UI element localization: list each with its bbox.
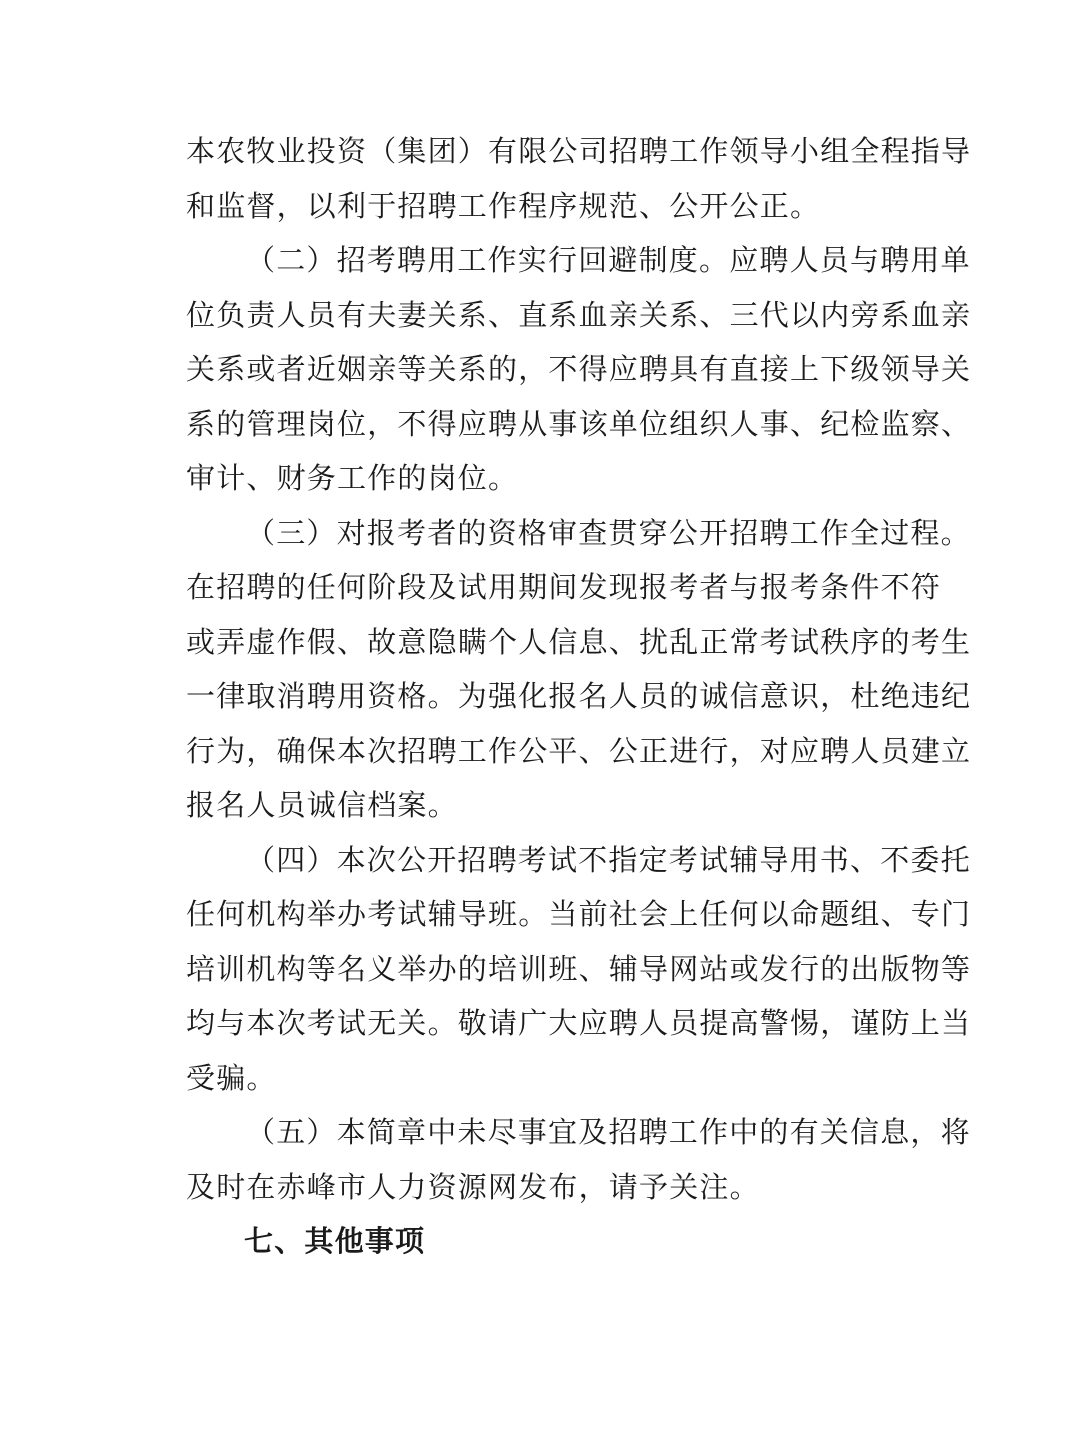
- text-line: 关系或者近姻亲等关系的，不得应聘具有直接上下级领导关: [186, 352, 972, 386]
- paragraph-further-info: [186, 1105, 971, 1214]
- text-line: 在招聘的任何阶段及试用期间发现报考者与报考条件不符: [186, 570, 942, 604]
- text-line: 培训机构等名义举办的培训班、辅导网站或发行的出版物等: [186, 951, 972, 986]
- paragraph-qualification-review: [186, 506, 972, 833]
- text-line: （四）本次公开招聘考试不指定考试辅导用书、不委托: [246, 842, 971, 877]
- text-line: 均与本次考试无关。敬请广大应聘人员提高警惕，谨防上当: [186, 1006, 972, 1040]
- section-heading-other-matters: 七、其他事项: [244, 1224, 426, 1258]
- document-body: [186, 124, 972, 1269]
- text-line: 位负责人员有夫妻关系、直系血亲关系、三代以内旁系血亲: [186, 297, 972, 332]
- text-line: 系的管理岗位，不得应聘从事该单位组织人事、纪检监察、: [186, 406, 972, 441]
- text-line: 行为，确保本次招聘工作公平、公正进行，对应聘人员建立: [186, 733, 972, 768]
- text-line: 及时在赤峰市人力资源网发布，请予关注。: [186, 1169, 760, 1204]
- text-line: 和监督，以利于招聘工作程序规范、公开公正。: [186, 188, 821, 223]
- text-line: （五）本简章中未尽事宜及招聘工作中的有关信息，将: [246, 1115, 971, 1149]
- text-line: 任何机构举办考试辅导班。当前社会上任何以命题组、专门: [186, 897, 972, 931]
- paragraph-no-tutoring-books: [186, 833, 972, 1106]
- text-line: 审计、财务工作的岗位。: [186, 461, 519, 495]
- text-line: 一律取消聘用资格。为强化报名人员的诚信意识，杜绝违纪: [186, 679, 972, 713]
- text-line: 或弄虚作假、故意隐瞒个人信息、扰乱正常考试秩序的考生: [186, 624, 972, 659]
- text-line: （二）招考聘用工作实行回避制度。应聘人员与聘用单: [246, 243, 971, 277]
- paragraph-avoidance-system: [186, 233, 972, 506]
- text-line: 报名人员诚信档案。: [186, 788, 458, 822]
- text-line: （三）对报考者的资格审查贯穿公开招聘工作全过程。: [246, 515, 971, 550]
- paragraph-leadership-supervision: [186, 124, 972, 233]
- text-line: 受骗。: [186, 1060, 277, 1095]
- text-line: 本农牧业投资（集团）有限公司招聘工作领导小组全程指导: [186, 134, 972, 168]
